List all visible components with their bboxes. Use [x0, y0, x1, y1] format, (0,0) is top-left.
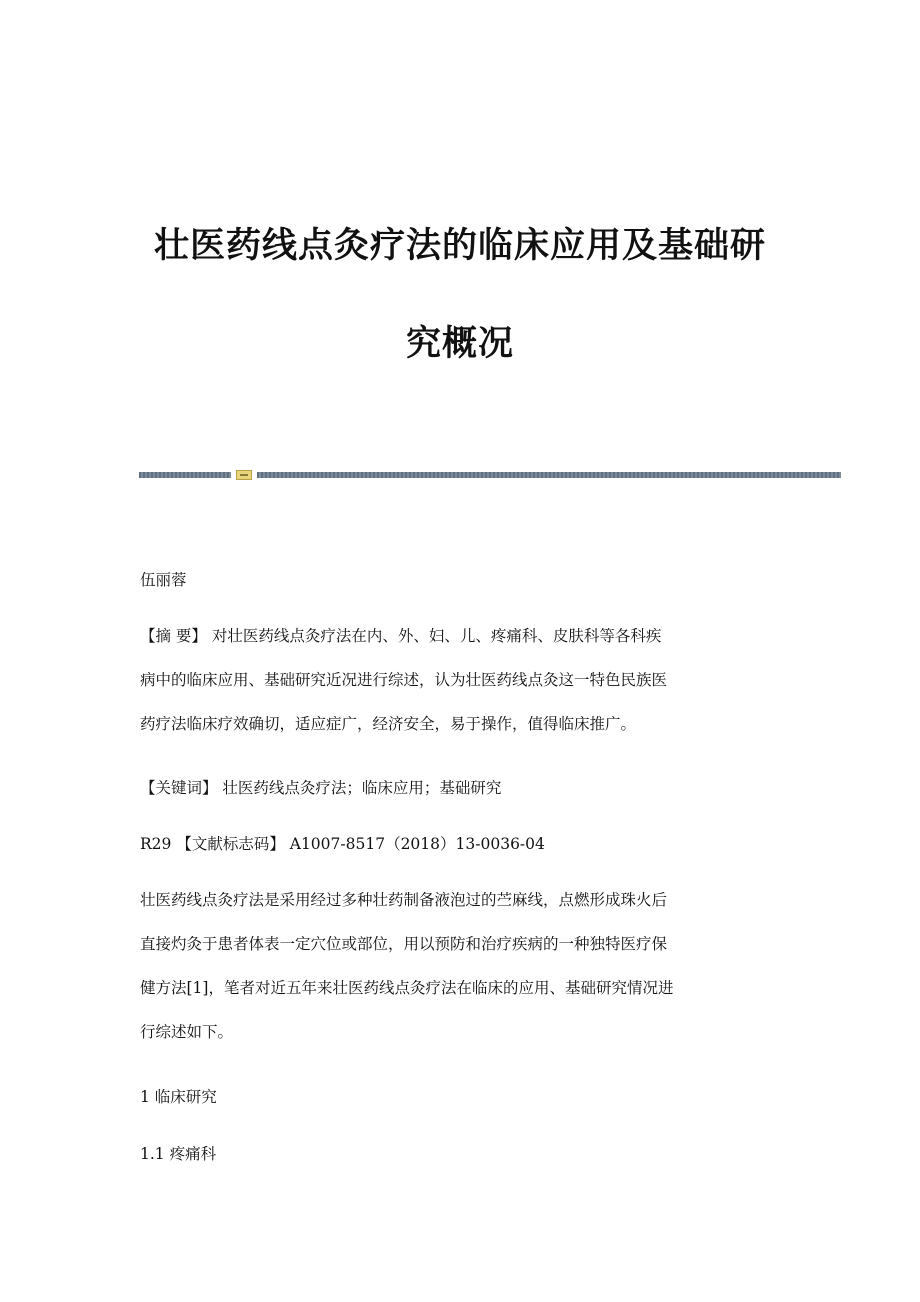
intro-line: 健方法[1]，笔者对近五年来壮医药线点灸疗法在临床的应用、基础研究情况进 [140, 979, 674, 997]
section-heading-1: 1 临床研究 [140, 1088, 217, 1106]
document-title-line-1: 壮医药线点灸疗法的临床应用及基础研 [153, 226, 766, 266]
intro-paragraph [140, 890, 790, 1066]
abstract-line: 【摘 要】 对壮医药线点灸疗法在内、外、妇、儿、疼痛科、皮肤科等各科疾 [140, 627, 662, 645]
abstract-line: 药疗法临床疗效确切，适应症广，经济安全，易于操作，值得临床推广。 [140, 715, 637, 733]
abstract [140, 626, 790, 758]
keywords: 【关键词】 壮医药线点灸疗法；临床应用；基础研究 [140, 779, 502, 797]
divider-bar-right [257, 472, 841, 478]
abstract-line: 病中的临床应用、基础研究近况进行综述，认为壮医药线点灸这一特色民族医 [140, 671, 668, 689]
section-heading-1-1: 1.1 疼痛科 [140, 1145, 217, 1163]
intro-line: 直接灼灸于患者体表一定穴位或部位，用以预防和治疗疾病的一种独特医疗保 [140, 935, 668, 953]
document-title-line-2: 究概况 [405, 324, 514, 364]
intro-line: 行综述如下。 [140, 1023, 234, 1041]
classification-code: R29 【文献标志码】 A1007-8517（2018）13-0036-04 [140, 835, 545, 853]
divider-ornament-icon [236, 470, 252, 480]
divider-bar-left [139, 472, 231, 478]
title-divider [139, 470, 841, 480]
author-name: 伍丽蓉 [140, 571, 187, 589]
intro-line: 壮医药线点灸疗法是采用经过多种壮药制备液泡过的苎麻线，点燃形成珠火后 [140, 891, 668, 909]
